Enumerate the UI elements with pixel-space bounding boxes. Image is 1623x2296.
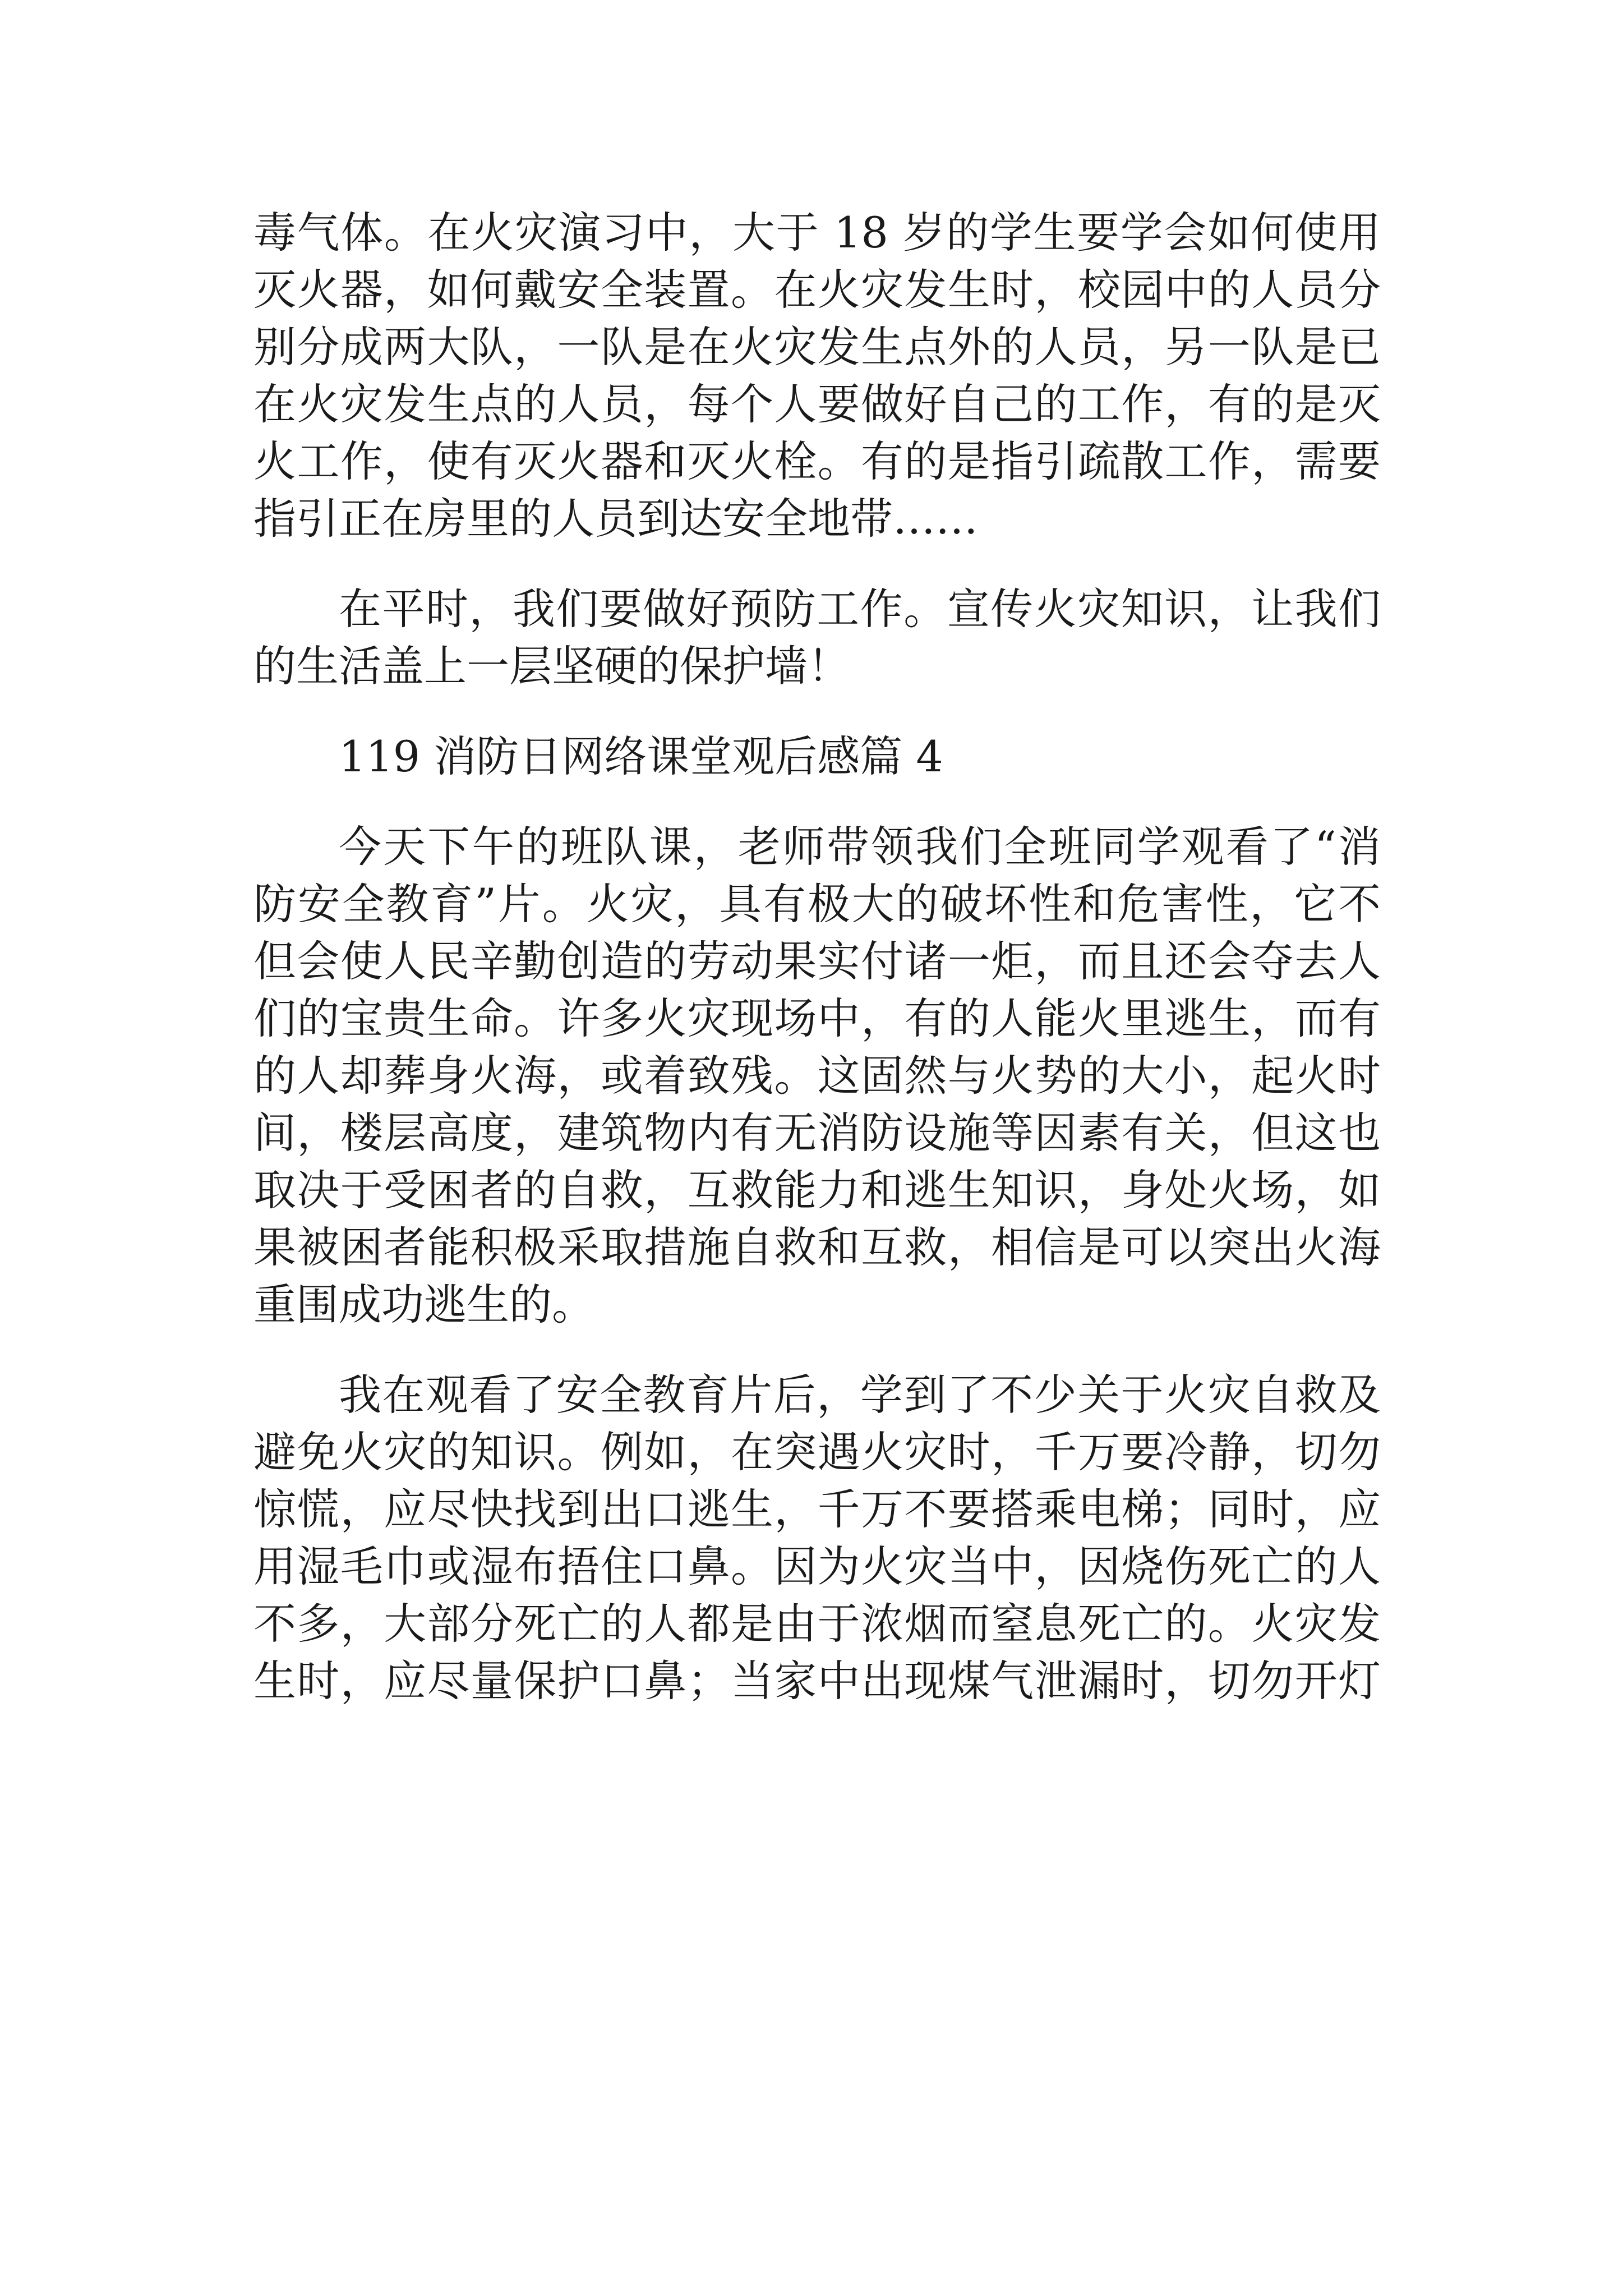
text-line: 的人却葬身火海，或着致残。这固然与火势的大小，起火时 [253, 1051, 1381, 1101]
text-line: 取决于受困者的自救，互救能力和逃生知识，身处火场，如 [253, 1165, 1381, 1215]
text-line: 不多，大部分死亡的人都是由于浓烟而窒息死亡的。火灾发 [253, 1599, 1381, 1649]
text-line: 但会使人民辛勤创造的劳动果实付诸一炬，而且还会夺去人 [253, 936, 1381, 986]
text-line: 间，楼层高度，建筑物内有无消防设施等因素有关，但这也 [253, 1108, 1381, 1158]
heading-text: 119 消防日网络课堂观后感篇 4 [339, 731, 943, 781]
text-line: 毒气体。在火灾演习中，大于 18 岁的学生要学会如何使用 [253, 208, 1381, 257]
text-line: 我在观看了安全教育片后，学到了不少关于火灾自救及 [339, 1370, 1381, 1420]
text-line: 们的宝贵生命。许多火灾现场中，有的人能火里逃生，而有 [253, 993, 1381, 1043]
text-line: 重围成功逃生的。 [253, 1280, 594, 1329]
text-line: 火工作，使有灭火器和灭火栓。有的是指引疏散工作，需要 [253, 436, 1381, 486]
section-heading [253, 728, 1381, 785]
paragraph-1 [253, 204, 1381, 547]
body-text [253, 204, 1381, 1710]
text-line: 的生活盖上一层坚硬的保护墙！ [253, 641, 850, 691]
text-line: 用湿毛巾或湿布捂住口鼻。因为火灾当中，因烧伤死亡的人 [253, 1542, 1381, 1591]
text-line: 惊慌，应尽快找到出口逃生，千万不要搭乘电梯；同时，应 [253, 1484, 1381, 1534]
text-line: 在火灾发生点的人员，每个人要做好自己的工作，有的是灭 [253, 379, 1381, 429]
paragraph-4 [253, 1366, 1381, 1710]
paragraph-2 [253, 581, 1381, 695]
text-line: 今天下午的班队课，老师带领我们全班同学观看了“消 [339, 822, 1381, 872]
text-line: 别分成两大队，一队是在火灾发生点外的人员，另一队是已 [253, 322, 1381, 372]
text-line: 防安全教育”片。火灾，具有极大的破坏性和危害性，它不 [253, 879, 1381, 929]
text-line: 生时，应尽量保护口鼻；当家中出现煤气泄漏时，切勿开灯 [253, 1656, 1381, 1706]
text-line: 指引正在房里的人员到达安全地带…… [253, 494, 978, 544]
text-line: 在平时，我们要做好预防工作。宣传火灾知识，让我们 [339, 584, 1381, 634]
text-line: 灭火器，如何戴安全装置。在火灾发生时，校园中的人员分 [253, 265, 1381, 315]
text-line: 避免火灾的知识。例如，在突遇火灾时，千万要冷静，切勿 [253, 1427, 1381, 1477]
text-line: 果被困者能积极采取措施自救和互救，相信是可以突出火海 [253, 1222, 1381, 1272]
paragraph-3 [253, 818, 1381, 1333]
